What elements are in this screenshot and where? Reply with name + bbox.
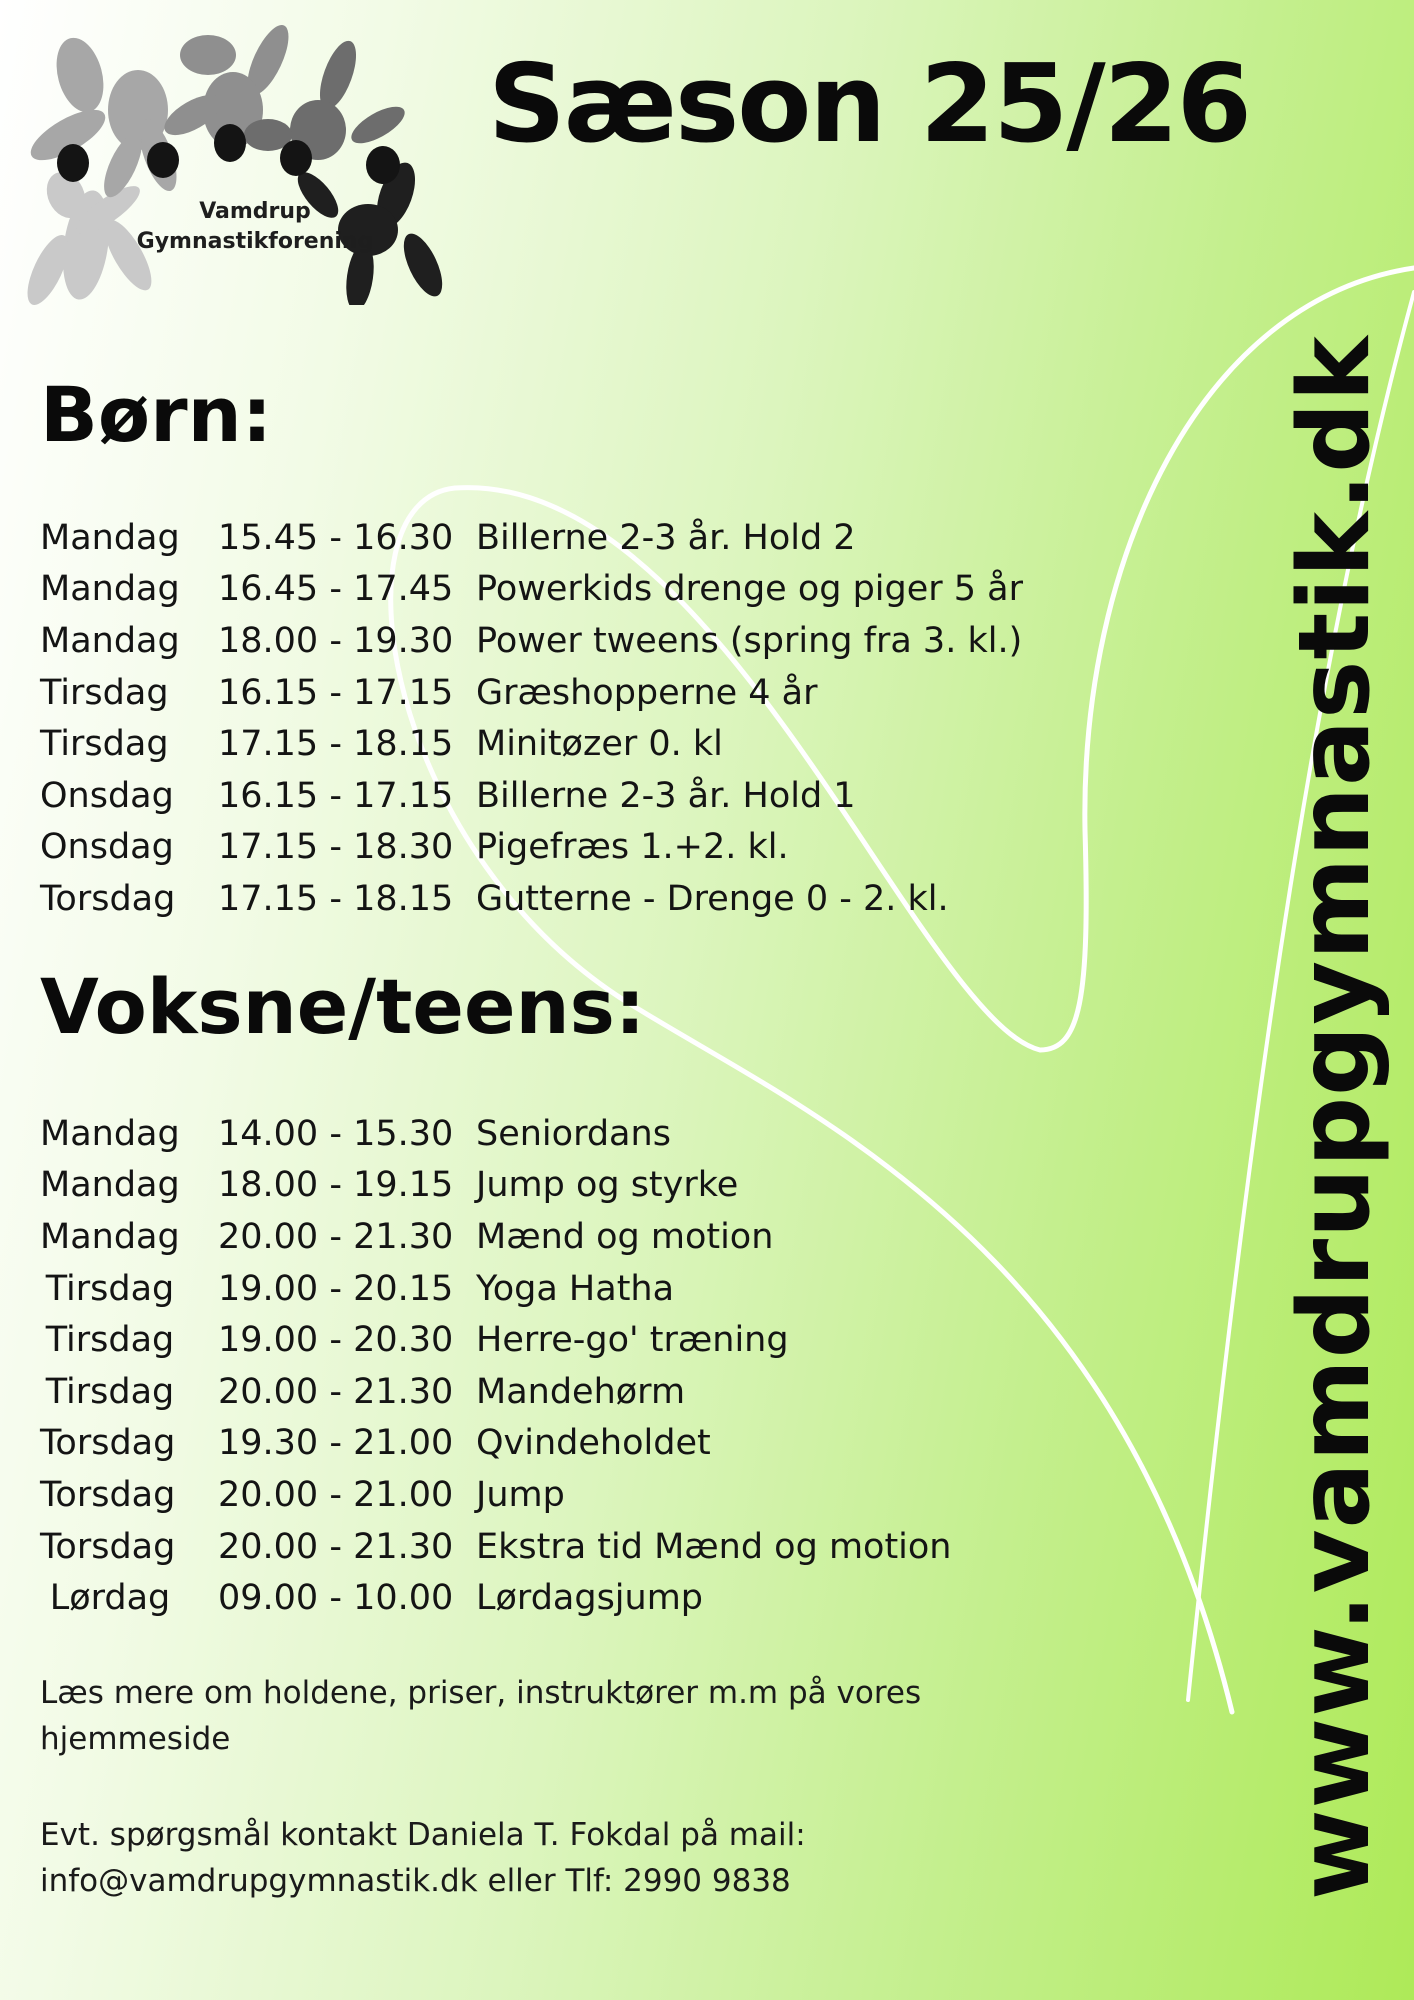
day: Mandag — [40, 620, 180, 661]
time: 14.00 - 15.30 — [218, 1113, 454, 1154]
day: Onsdag — [40, 775, 174, 816]
day: Tirsdag — [40, 724, 169, 765]
day: Onsdag — [40, 827, 174, 868]
time: 20.00 - 21.30 — [218, 1216, 454, 1257]
class-name: Seniordans — [476, 1113, 671, 1154]
day: Lørdag — [49, 1578, 171, 1619]
time: 19.00 - 20.15 — [218, 1268, 454, 1309]
class-name: Jump — [476, 1474, 565, 1515]
time: 20.00 - 21.30 — [218, 1371, 454, 1412]
class-name: Yoga Hatha — [476, 1268, 675, 1309]
day: Tirsdag — [45, 1320, 175, 1361]
club-logo — [18, 15, 458, 305]
schedule-row — [40, 615, 1023, 667]
day: Mandag — [40, 517, 180, 558]
day: Mandag — [40, 1165, 180, 1206]
club-name-line2: Gymnastikforening — [136, 229, 374, 254]
schedule-row — [40, 1469, 952, 1521]
time: 20.00 - 21.00 — [218, 1474, 454, 1515]
day: Torsdag — [40, 1423, 176, 1464]
contact-info — [40, 1812, 1000, 1904]
class-name: Græshopperne 4 år — [476, 672, 818, 713]
day: Mandag — [40, 1113, 180, 1154]
schedule-row — [40, 873, 1023, 925]
class-name: Gutterne - Drenge 0 - 2. kl. — [476, 878, 949, 919]
schedule-row — [40, 1314, 952, 1366]
children-schedule — [40, 512, 1023, 925]
time: 18.00 - 19.30 — [218, 620, 454, 661]
time: 18.00 - 19.15 — [218, 1165, 454, 1206]
class-name: Pigefræs 1.+2. kl. — [476, 827, 789, 868]
club-name — [126, 197, 384, 257]
day: Mandag — [40, 569, 180, 610]
day: Tirsdag — [45, 1371, 175, 1412]
schedule-row — [40, 1366, 952, 1418]
class-name: Billerne 2-3 år. Hold 1 — [476, 775, 856, 816]
gymnasts-figures-icon — [18, 15, 458, 305]
schedule-row — [40, 1263, 952, 1315]
adults-schedule — [40, 1108, 952, 1624]
schedule-row — [40, 1572, 952, 1624]
schedule-row — [40, 770, 1023, 822]
class-name: Ekstra tid Mænd og motion — [476, 1526, 952, 1567]
schedule-row — [40, 564, 1023, 616]
time: 19.00 - 20.30 — [218, 1320, 454, 1361]
time: 16.45 - 17.45 — [218, 569, 454, 610]
schedule-row — [40, 718, 1023, 770]
class-name: Power tweens (spring fra 3. kl.) — [476, 620, 1023, 661]
schedule-row — [40, 822, 1023, 874]
contact-line-1: Evt. spørgsmål kontakt Daniela T. Fokdal på mail: — [40, 1817, 806, 1853]
class-name: Mænd og motion — [476, 1216, 774, 1257]
class-name: Minitøzer 0. kl — [476, 724, 723, 765]
time: 15.45 - 16.30 — [218, 517, 454, 558]
time: 17.15 - 18.30 — [218, 827, 454, 868]
season-title: Sæson 25/26 — [488, 42, 1250, 167]
time: 16.15 - 17.15 — [218, 775, 454, 816]
schedule-row — [40, 1108, 952, 1160]
website-url-vertical: www.vamdrupgymnastik.dk — [1278, 335, 1392, 1900]
schedule-row — [40, 1521, 952, 1573]
schedule-row — [40, 512, 1023, 564]
schedule-row — [40, 667, 1023, 719]
day: Torsdag — [40, 1526, 176, 1567]
class-name: Billerne 2-3 år. Hold 2 — [476, 517, 856, 558]
class-name: Herre-go' træning — [476, 1320, 789, 1361]
time: 20.00 - 21.30 — [218, 1526, 454, 1567]
class-name: Powerkids drenge og piger 5 år — [476, 569, 1024, 610]
time: 19.30 - 21.00 — [218, 1423, 454, 1464]
read-more-text: Læs mere om holdene, priser, instruktører m.m på vores hjemmeside — [40, 1675, 922, 1757]
time: 17.15 - 18.15 — [218, 878, 454, 919]
schedule-row — [40, 1418, 952, 1470]
schedule-row — [40, 1211, 952, 1263]
class-name: Jump og styrke — [476, 1165, 739, 1206]
class-name: Mandehørm — [476, 1371, 686, 1412]
time: 17.15 - 18.15 — [218, 724, 454, 765]
class-name: Lørdagsjump — [476, 1578, 704, 1619]
children-section-title: Børn: — [40, 370, 273, 459]
time: 16.15 - 17.15 — [218, 672, 454, 713]
day: Tirsdag — [45, 1268, 175, 1309]
schedule-row — [40, 1160, 952, 1212]
day: Tirsdag — [40, 672, 169, 713]
time: 09.00 - 10.00 — [218, 1578, 454, 1619]
contact-line-2: info@vamdrupgymnastik.dk eller Tlf: 2990 9838 — [40, 1863, 791, 1899]
club-name-line1: Vamdrup — [199, 199, 311, 224]
day: Torsdag — [40, 878, 176, 919]
day: Mandag — [40, 1216, 180, 1257]
class-name: Qvindeholdet — [476, 1423, 711, 1464]
adults-section-title: Voksne/teens: — [40, 962, 646, 1051]
day: Torsdag — [40, 1474, 176, 1515]
